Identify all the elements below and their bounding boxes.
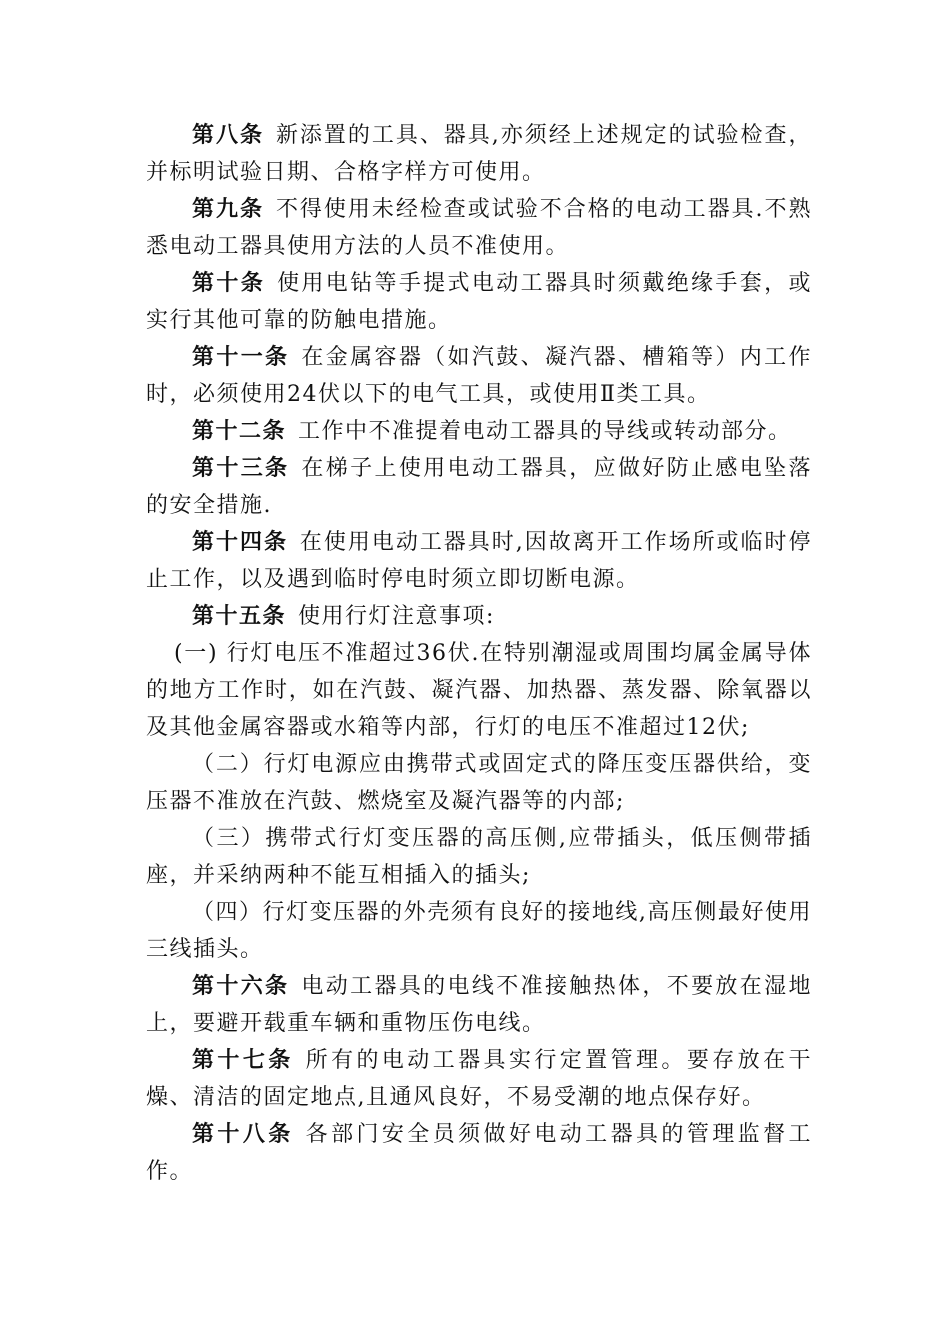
article-text: 在梯子上使用电动工器具，应做好防止感电坠落的安全措施. [146,456,812,518]
article-title: 第八条 [192,122,264,148]
list-item: （三）携带式行灯变压器的高压侧,应带插头，低压侧带插座，并采纳两种不能互相插入的插头; [146,826,812,888]
article-text: 使用行灯注意事项: [298,604,495,629]
document-page [146,117,812,1190]
article-text: 电动工器具的电线不准接触热体，不要放在湿地上，要避开载重车辆和重物压伤电线。 [146,974,812,1036]
list-item: （二）行灯电源应由携带式或固定式的降压变压器供给，变压器不准放在汽鼓、燃烧室及凝汽器等的内部; [146,752,812,814]
article-title: 第十八条 [192,1121,294,1147]
article-9 [146,191,812,265]
article-text: 工作中不准提着电动工器具的导线或转动部分。 [298,419,792,444]
article-11 [146,339,812,413]
article-title: 第十三条 [192,455,290,481]
article-title: 第十一条 [192,344,290,370]
article-12 [146,413,812,450]
list-item: (一) 行灯电压不准超过36伏.在特别潮湿或周围均属金属导体的地方工作时，如在汽鼓、凝汽器、加热器、蒸发器、除氧器以及其他金属容器或水箱等内部，行灯的电压不准超过12伏; [146,641,812,740]
article-text: 在使用电动工器具时,因故离开工作场所或临时停止工作，以及遇到临时停电时须立即切断电源。 [146,530,812,592]
article-text: 在金属容器（如汽鼓、凝汽器、槽箱等）内工作时，必须使用24伏以下的电气工具，或使用Ⅱ类工具。 [146,345,812,407]
article-text: 新添置的工具、器具,亦须经上述规定的试验检查，并标明试验日期、合格字样方可使用。 [146,123,812,185]
article-text: 所有的电动工器具实行定置管理。要存放在干燥、清洁的固定地点,且通风良好，不易受潮的地点保存好。 [146,1048,812,1110]
article-text: 各部门安全员须做好电动工器具的管理监督工作。 [146,1122,812,1184]
list-item: （四）行灯变压器的外壳须有良好的接地线,高压侧最好使用三线插头。 [146,900,812,962]
article-17 [146,1042,812,1116]
article-title: 第十六条 [192,973,290,999]
article-text: 不得使用未经检查或试验不合格的电动工器具.不熟悉电动工器具使用方法的人员不准使用。 [146,197,812,259]
article-18 [146,1116,812,1190]
article-14 [146,524,812,598]
article-title: 第九条 [192,196,264,222]
article-title: 第十二条 [192,418,287,444]
article-13 [146,450,812,524]
article-10 [146,265,812,339]
article-8 [146,117,812,191]
article-title: 第十五条 [192,603,287,629]
article-title: 第十条 [192,270,266,296]
article-16 [146,968,812,1042]
article-title: 第十四条 [192,529,288,555]
article-title: 第十七条 [192,1047,294,1073]
article-15 [146,598,812,635]
article-text: 使用电钻等手提式电动工器具时须戴绝缘手套，或实行其他可靠的防触电措施。 [146,271,812,333]
